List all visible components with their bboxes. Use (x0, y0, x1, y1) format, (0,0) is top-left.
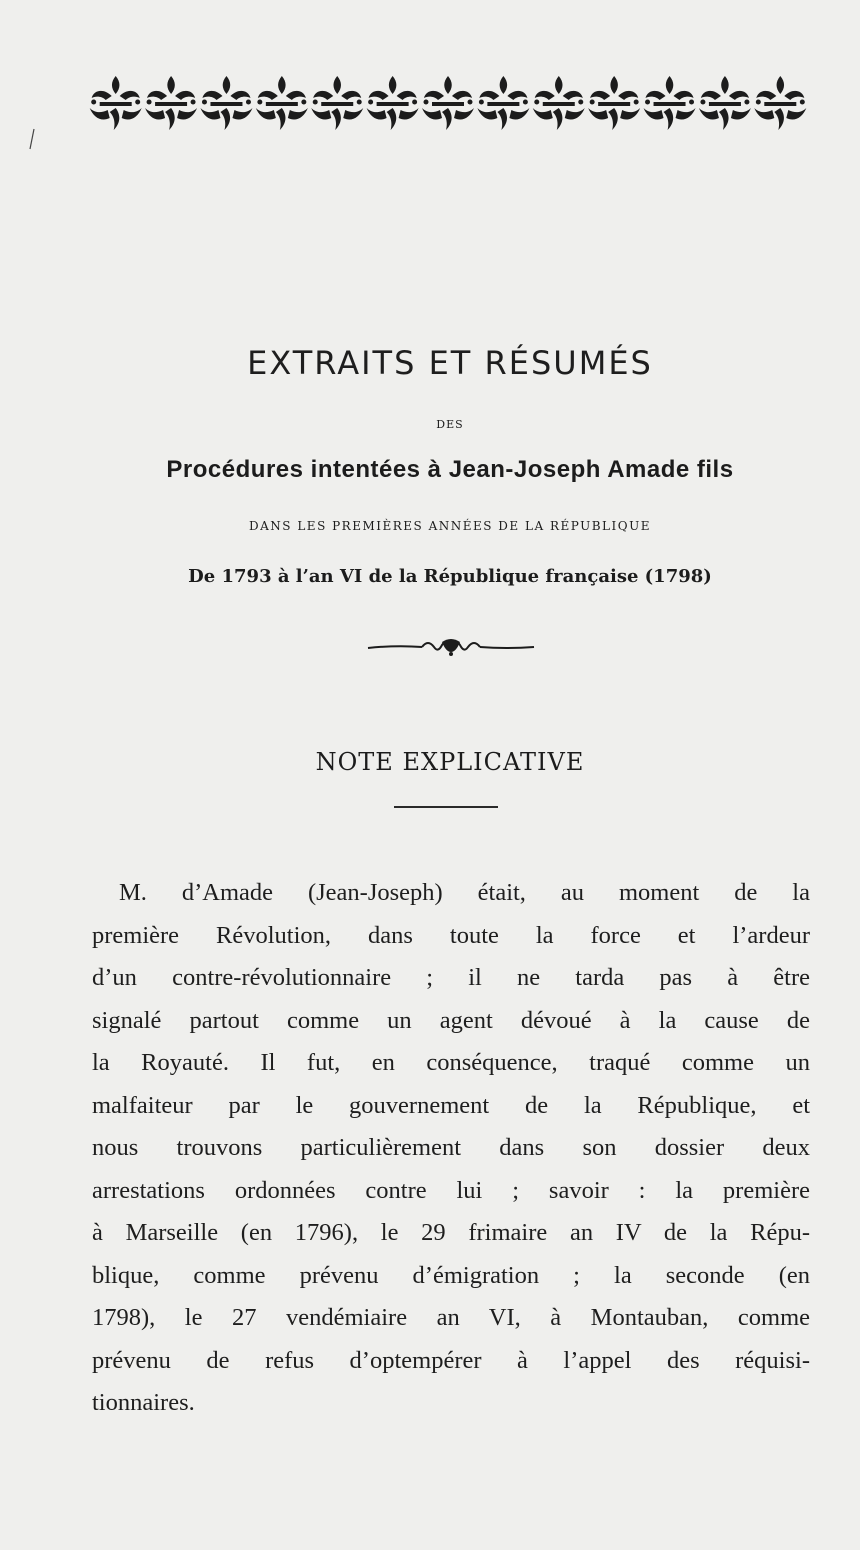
fleur-de-lis-icon (699, 76, 751, 130)
paragraph-line: arrestations ordonnées contre lui ; savoir : la première (92, 1176, 810, 1204)
page-title: EXTRAITS ET RÉSUMÉS (247, 344, 653, 382)
fleur-de-lis-icon (754, 76, 806, 130)
stray-ink-mark (28, 128, 36, 150)
fleur-de-lis-icon (588, 76, 640, 130)
paragraph-line: à Marseille (en 1796), le 29 frimaire an IV de la Répu- (92, 1219, 810, 1246)
period-caption: DANS LES PREMIÈRES ANNÉES DE LA RÉPUBLIQUE (249, 519, 651, 533)
fleur-de-lis-icon (311, 76, 363, 130)
fleur-de-lis-icon (644, 76, 696, 130)
paragraph-line: signalé partout comme un agent dévoué à la cause de (92, 1006, 810, 1034)
fleur-de-lis-icon (477, 76, 529, 130)
date-range: De 1793 à l’an VI de la République française (1798) (188, 566, 712, 587)
paragraph-line: blique, comme prévenu d’émigration ; la seconde (en (92, 1261, 810, 1289)
fleur-de-lis-icon (367, 76, 419, 130)
heading-rule (394, 806, 498, 808)
paragraph-line: malfaiteur par le gouvernement de la République, et (92, 1091, 810, 1119)
paragraph-line: d’un contre-révolutionnaire ; il ne tarda pas à être (92, 964, 810, 991)
fleur-de-lis-icon (256, 76, 308, 130)
paragraph-line: tionnaires. (92, 1389, 195, 1416)
des-connector: DES (436, 418, 464, 431)
paragraph-line: prévenu de refus d’optempérer à l’appel des réquisi- (92, 1346, 810, 1374)
fleur-de-lis-icon (90, 76, 142, 130)
fleur-de-lis-icon (200, 76, 252, 130)
note-heading: NOTE EXPLICATIVE (315, 748, 585, 776)
paragraph-line: première Révolution, dans toute la force et l’ardeur (92, 921, 810, 949)
paragraph-line: nous trouvons particulièrement dans son dossier deux (92, 1134, 810, 1161)
fleur-de-lis-ornament-row (88, 72, 808, 136)
explanatory-paragraph (92, 872, 810, 1425)
fleur-de-lis-icon (533, 76, 585, 130)
subtitle: Procédures intentées à Jean-Joseph Amade fils (166, 456, 734, 483)
paragraph-line: la Royauté. Il fut, en conséquence, traqué comme un (92, 1049, 810, 1076)
paragraph-line: M. d’Amade (Jean-Joseph) était, au moment de la (119, 879, 810, 906)
fleuron-divider-icon (366, 634, 536, 660)
paragraph-line: 1798), le 27 vendémiaire an VI, à Montauban, comme (92, 1304, 810, 1331)
fleur-de-lis-icon (145, 76, 197, 130)
fleur-de-lis-icon (422, 76, 474, 130)
